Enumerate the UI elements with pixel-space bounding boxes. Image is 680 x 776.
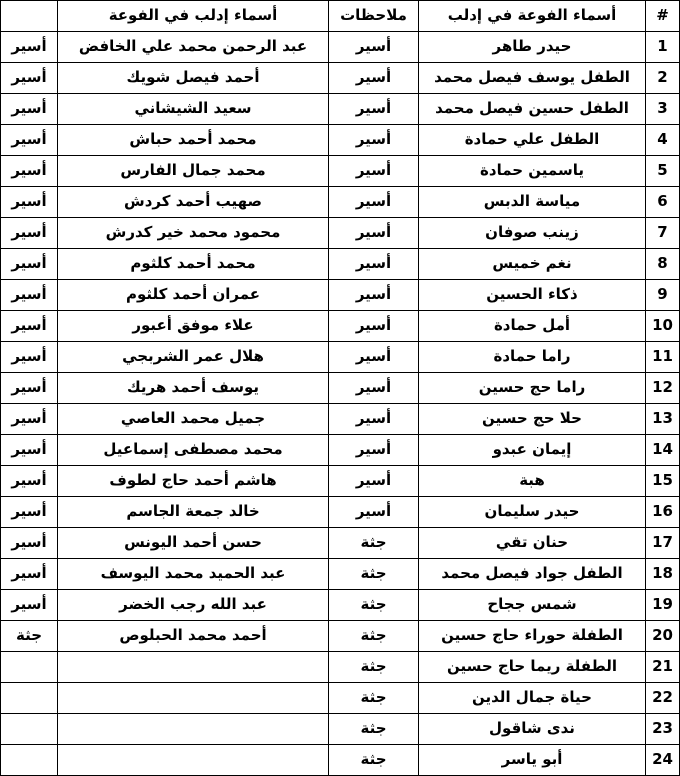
table-row — [1, 527, 680, 558]
status-cell-2: جثة — [1, 620, 58, 651]
name-idlib-cell: شمس ججاح — [419, 589, 646, 620]
table-row — [1, 186, 680, 217]
name-foua-cell: علاء موفق أعبور — [58, 310, 329, 341]
status-cell-2: أسير — [1, 31, 58, 62]
table-row — [1, 465, 680, 496]
table-row — [1, 341, 680, 372]
status-cell: أسير — [329, 186, 419, 217]
table-row — [1, 496, 680, 527]
status-cell: أسير — [329, 465, 419, 496]
row-number: 19 — [646, 589, 680, 620]
row-number: 4 — [646, 124, 680, 155]
row-number: 6 — [646, 186, 680, 217]
status-cell-2: أسير — [1, 403, 58, 434]
name-idlib-cell: حلا حج حسين — [419, 403, 646, 434]
name-foua-cell: سعيد الشيشاني — [58, 93, 329, 124]
row-number: 15 — [646, 465, 680, 496]
status-cell: أسير — [329, 434, 419, 465]
status-cell: أسير — [329, 310, 419, 341]
row-number: 9 — [646, 279, 680, 310]
name-idlib-cell: الطفل علي حمادة — [419, 124, 646, 155]
table-row — [1, 682, 680, 713]
row-number: 11 — [646, 341, 680, 372]
name-foua-cell: يوسف أحمد هريك — [58, 372, 329, 403]
status-cell-2: أسير — [1, 124, 58, 155]
name-idlib-cell: ذكاء الحسين — [419, 279, 646, 310]
name-idlib-cell: ندى شاقول — [419, 713, 646, 744]
status-cell: جثة — [329, 744, 419, 775]
name-idlib-cell: أبو ياسر — [419, 744, 646, 775]
row-number: 23 — [646, 713, 680, 744]
name-idlib-cell: حيدر سليمان — [419, 496, 646, 527]
status-cell: أسير — [329, 93, 419, 124]
status-cell-2: أسير — [1, 527, 58, 558]
name-foua-cell: عمران أحمد كلثوم — [58, 279, 329, 310]
header-row — [1, 1, 680, 32]
row-number: 22 — [646, 682, 680, 713]
name-idlib-cell: هبة — [419, 465, 646, 496]
status-cell-2 — [1, 651, 58, 682]
name-foua-cell: عبد الرحمن محمد علي الخافض — [58, 31, 329, 62]
row-number: 21 — [646, 651, 680, 682]
row-number: 14 — [646, 434, 680, 465]
status-cell-2: أسير — [1, 558, 58, 589]
name-idlib-cell: ياسمين حمادة — [419, 155, 646, 186]
status-cell-2: أسير — [1, 155, 58, 186]
row-number: 24 — [646, 744, 680, 775]
name-foua-cell: هاشم أحمد حاج لطوف — [58, 465, 329, 496]
table-row — [1, 713, 680, 744]
table-row — [1, 124, 680, 155]
table-row — [1, 620, 680, 651]
status-cell: أسير — [329, 248, 419, 279]
name-foua-cell: محمد أحمد كلثوم — [58, 248, 329, 279]
name-foua-cell: هلال عمر الشربجي — [58, 341, 329, 372]
status-cell-2: أسير — [1, 279, 58, 310]
status-cell-2: أسير — [1, 93, 58, 124]
table-row — [1, 310, 680, 341]
table-row — [1, 434, 680, 465]
row-number: 1 — [646, 31, 680, 62]
name-foua-cell — [58, 651, 329, 682]
row-number: 13 — [646, 403, 680, 434]
status-cell: جثة — [329, 527, 419, 558]
name-idlib-cell: حنان تقي — [419, 527, 646, 558]
table-row — [1, 589, 680, 620]
name-idlib-cell: الطفل يوسف فيصل محمد — [419, 62, 646, 93]
table-row — [1, 651, 680, 682]
status-cell-2: أسير — [1, 372, 58, 403]
name-idlib-cell: نغم خميس — [419, 248, 646, 279]
name-idlib-cell: حياة جمال الدين — [419, 682, 646, 713]
status-cell: جثة — [329, 558, 419, 589]
status-cell: أسير — [329, 155, 419, 186]
status-cell: جثة — [329, 682, 419, 713]
name-foua-cell: أحمد محمد الحبلوص — [58, 620, 329, 651]
name-foua-cell: خالد جمعة الجاسم — [58, 496, 329, 527]
name-foua-cell: محمد أحمد حباش — [58, 124, 329, 155]
name-foua-cell: حسن أحمد اليونس — [58, 527, 329, 558]
name-foua-cell: أحمد فيصل شويك — [58, 62, 329, 93]
status-cell: جثة — [329, 651, 419, 682]
name-idlib-cell: الطفل جواد فيصل محمد — [419, 558, 646, 589]
name-foua-cell: عبد الله رجب الخضر — [58, 589, 329, 620]
table-row — [1, 62, 680, 93]
name-idlib-cell: راما حمادة — [419, 341, 646, 372]
table-row — [1, 248, 680, 279]
row-number: 8 — [646, 248, 680, 279]
header-names-idlib: أسماء الفوعة في إدلب — [419, 1, 646, 32]
name-idlib-cell: الطفلة ريما حاج حسين — [419, 651, 646, 682]
row-number: 2 — [646, 62, 680, 93]
status-cell-2: أسير — [1, 186, 58, 217]
name-foua-cell — [58, 744, 329, 775]
name-idlib-cell: أمل حمادة — [419, 310, 646, 341]
name-foua-cell: عبد الحميد محمد اليوسف — [58, 558, 329, 589]
name-idlib-cell: مياسة الدبس — [419, 186, 646, 217]
status-cell-2: أسير — [1, 310, 58, 341]
name-idlib-cell: إيمان عبدو — [419, 434, 646, 465]
table-row — [1, 744, 680, 775]
status-cell-2: أسير — [1, 341, 58, 372]
row-number: 7 — [646, 217, 680, 248]
name-foua-cell: صهيب أحمد كردش — [58, 186, 329, 217]
row-number: 20 — [646, 620, 680, 651]
status-cell: أسير — [329, 403, 419, 434]
status-cell: أسير — [329, 62, 419, 93]
table-row — [1, 279, 680, 310]
status-cell: أسير — [329, 279, 419, 310]
status-cell-2: أسير — [1, 496, 58, 527]
header-names-foua: أسماء إدلب في الفوعة — [58, 1, 329, 32]
name-idlib-cell: الطفل حسين فيصل محمد — [419, 93, 646, 124]
status-cell-2: أسير — [1, 465, 58, 496]
name-foua-cell: جميل محمد العاصي — [58, 403, 329, 434]
table-row — [1, 403, 680, 434]
status-cell: أسير — [329, 31, 419, 62]
name-foua-cell — [58, 713, 329, 744]
row-number: 12 — [646, 372, 680, 403]
status-cell-2 — [1, 682, 58, 713]
table-row — [1, 155, 680, 186]
status-cell: أسير — [329, 341, 419, 372]
header-notes-2 — [1, 1, 58, 32]
status-cell: جثة — [329, 589, 419, 620]
status-cell-2: أسير — [1, 62, 58, 93]
status-cell: جثة — [329, 713, 419, 744]
status-cell-2: أسير — [1, 248, 58, 279]
name-foua-cell: محمد مصطفى إسماعيل — [58, 434, 329, 465]
table-row — [1, 558, 680, 589]
status-cell: أسير — [329, 496, 419, 527]
table-row — [1, 31, 680, 62]
status-cell-2 — [1, 713, 58, 744]
name-foua-cell — [58, 682, 329, 713]
status-cell: أسير — [329, 372, 419, 403]
status-cell-2: أسير — [1, 217, 58, 248]
row-number: 18 — [646, 558, 680, 589]
header-notes: ملاحظات — [329, 1, 419, 32]
name-idlib-cell: زينب صوفان — [419, 217, 646, 248]
row-number: 16 — [646, 496, 680, 527]
status-cell: أسير — [329, 217, 419, 248]
table-body — [1, 31, 680, 775]
header-number: # — [646, 1, 680, 32]
name-idlib-cell: حيدر طاهر — [419, 31, 646, 62]
name-foua-cell: محمد جمال الفارس — [58, 155, 329, 186]
name-foua-cell: محمود محمد خير كدرش — [58, 217, 329, 248]
status-cell: أسير — [329, 124, 419, 155]
row-number: 17 — [646, 527, 680, 558]
status-cell-2 — [1, 744, 58, 775]
status-cell: جثة — [329, 620, 419, 651]
row-number: 5 — [646, 155, 680, 186]
table-row — [1, 217, 680, 248]
name-idlib-cell: راما حج حسين — [419, 372, 646, 403]
table-row — [1, 372, 680, 403]
status-cell-2: أسير — [1, 434, 58, 465]
table-row — [1, 93, 680, 124]
name-idlib-cell: الطفلة حوراء حاج حسين — [419, 620, 646, 651]
status-cell-2: أسير — [1, 589, 58, 620]
row-number: 10 — [646, 310, 680, 341]
row-number: 3 — [646, 93, 680, 124]
